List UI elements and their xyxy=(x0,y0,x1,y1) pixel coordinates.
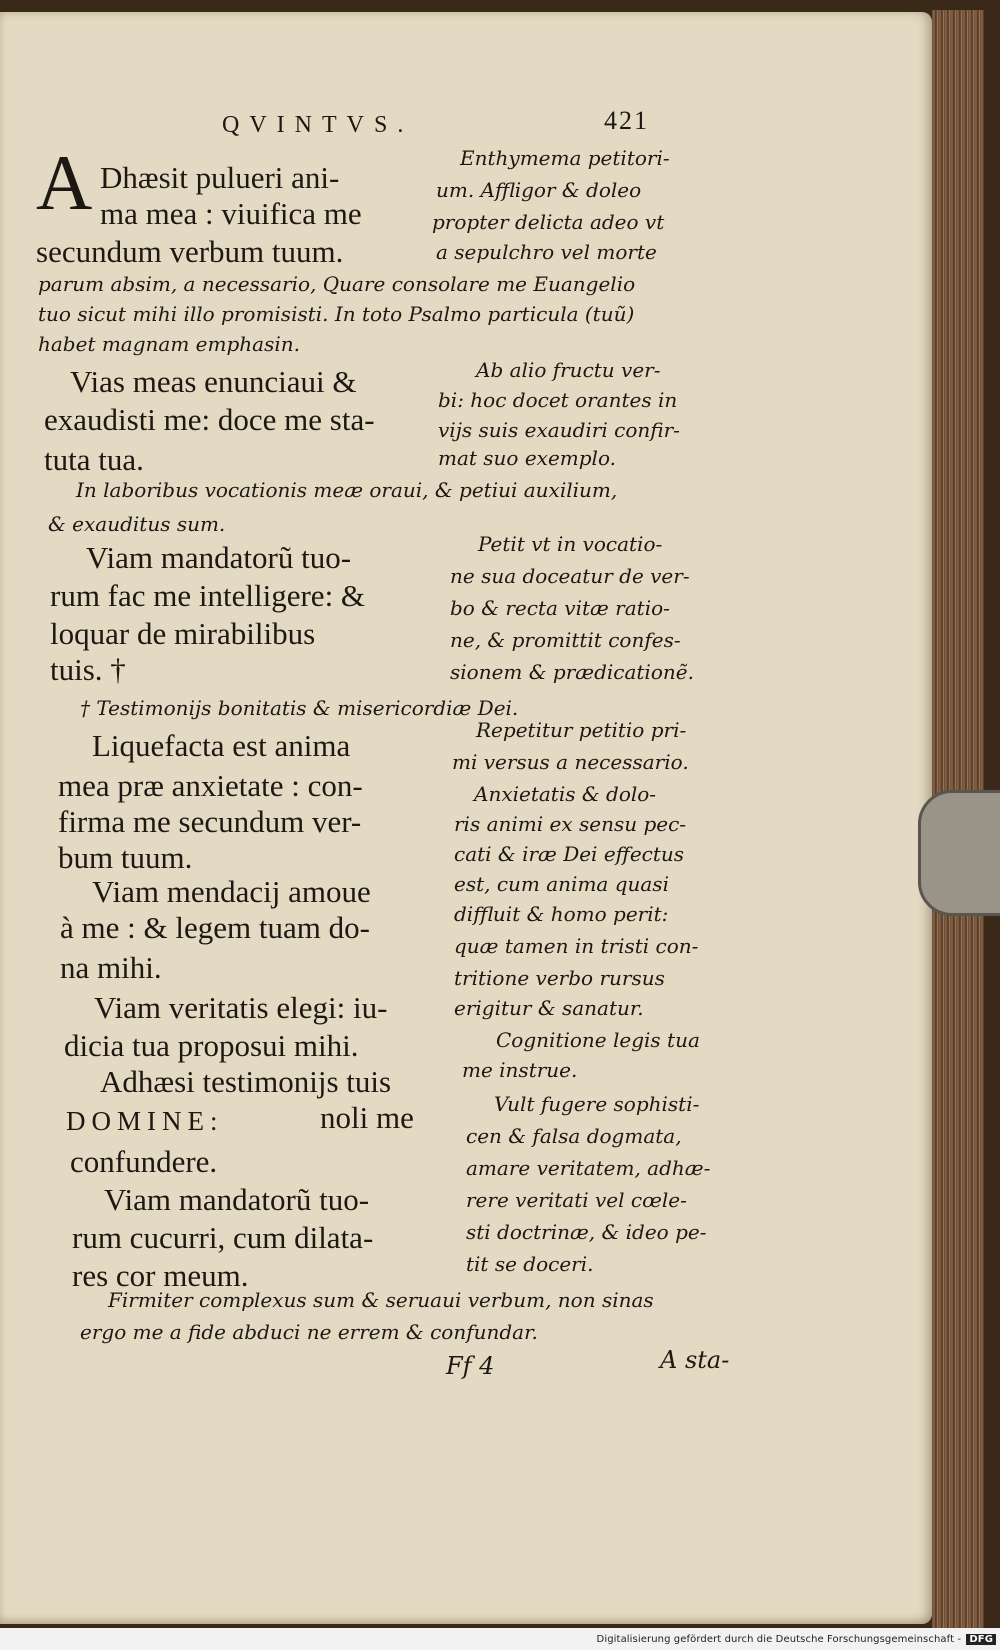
digitization-credit xyxy=(597,1634,996,1645)
text-line: tuta tua. xyxy=(44,442,144,477)
catchword: A sta- xyxy=(660,1346,730,1374)
text-line: Adhæsi testimonijs tuis xyxy=(100,1064,392,1099)
text-line: Viam mandatorũ tuo- xyxy=(86,540,352,575)
gloss-line: Petit vt in vocatio- xyxy=(478,532,663,556)
gloss-line: Enthymema petitori- xyxy=(460,146,670,170)
book-clasp xyxy=(918,790,1000,916)
gloss-line: Vult fugere sophisti- xyxy=(494,1092,700,1116)
text-line: Liquefacta est anima xyxy=(92,728,351,763)
gloss-line: sionem & prædicationẽ. xyxy=(450,660,694,684)
gloss-line: & exauditus sum. xyxy=(48,512,226,536)
text-line: rum fac me intelligere: & xyxy=(50,578,366,613)
gloss-line: mi versus a necessario. xyxy=(452,750,689,774)
gloss-line: In laboribus vocationis meæ oraui, & petiui auxilium, xyxy=(76,478,618,502)
text-line: res cor meum. xyxy=(72,1258,249,1293)
gloss-line: ne, & promittit confes- xyxy=(450,628,681,652)
gloss-line: Ab alio fructu ver- xyxy=(476,358,661,382)
text-line: tuis. † xyxy=(50,652,126,687)
text-line: ma mea : viuifica me xyxy=(100,196,362,231)
gloss-line: me instrue. xyxy=(462,1058,578,1082)
gloss-line: Cognitione legis tua xyxy=(496,1028,700,1052)
text-line: rum cucurri, cum dilata- xyxy=(72,1220,374,1255)
page-number: 421 xyxy=(604,106,649,135)
gloss-line: habet magnam emphasin. xyxy=(38,332,300,356)
credit-text: Digitalisierung gefördert durch die Deutsche Forschungsgemeinschaft - xyxy=(596,1634,962,1645)
gloss-line: parum absim, a necessario, Quare consolare me Euangelio xyxy=(38,272,636,296)
gloss-line: ris animi ex sensu pec- xyxy=(454,812,687,836)
dfg-logo: DFG xyxy=(966,1634,996,1645)
domine-word: DOMINE: xyxy=(66,1106,224,1136)
text-line: na mihi. xyxy=(60,950,162,985)
text-line: dicia tua proposui mihi. xyxy=(64,1028,359,1063)
text-line: exaudisti me: doce me sta- xyxy=(44,402,375,437)
gloss-line: um. Affligor & doleo xyxy=(436,178,642,202)
signature-mark: Ff 4 xyxy=(446,1352,495,1380)
gloss-line: tit se doceri. xyxy=(466,1252,594,1276)
gloss-line: cen & falsa dogmata, xyxy=(466,1124,682,1148)
gloss-line: tuo sicut mihi illo promisisti. In toto Psalmo particula (tuũ) xyxy=(38,302,635,326)
text-line: noli me xyxy=(320,1100,414,1135)
gloss-line: erigitur & sanatur. xyxy=(454,996,644,1020)
gloss-line: diffluit & homo perit: xyxy=(454,902,669,926)
gloss-line: Firmiter complexus sum & seruaui verbum, non sinas xyxy=(108,1288,654,1312)
gloss-line: quæ tamen in tristi con- xyxy=(454,934,699,958)
text-line: Dhæsit pulueri ani- xyxy=(100,160,340,195)
text-line: à me : & legem tuam do- xyxy=(60,910,370,945)
gloss-line: Anxietatis & dolo- xyxy=(474,782,657,806)
gloss-line: Repetitur petitio pri- xyxy=(476,718,687,742)
gloss-line: sti doctrinæ, & ideo pe- xyxy=(466,1220,707,1244)
drop-cap: A xyxy=(36,139,93,226)
text-line: Viam mandatorũ tuo- xyxy=(104,1182,370,1217)
gloss-line: † Testimonijs bonitatis & misericordiæ Dei. xyxy=(80,696,519,720)
text-line: Viam mendacij amoue xyxy=(92,874,371,909)
text-line: bum tuum. xyxy=(58,840,193,875)
text-line: Viam veritatis elegi: iu- xyxy=(94,990,388,1025)
text-line: Vias meas enunciaui & xyxy=(70,364,357,399)
text-line: confundere. xyxy=(70,1144,218,1179)
text-line: mea præ anxietate : con- xyxy=(58,768,363,803)
gloss-line: est, cum anima quasi xyxy=(454,872,669,896)
gloss-line: amare veritatem, adhæ- xyxy=(466,1156,711,1180)
gloss-line: vijs suis exaudiri confir- xyxy=(438,418,680,442)
running-title: QVINTVS. xyxy=(222,112,414,138)
gloss-line: cati & iræ Dei effectus xyxy=(454,842,685,866)
gloss-line: bi: hoc docet orantes in xyxy=(438,388,678,412)
gloss-line: mat suo exemplo. xyxy=(438,446,616,470)
text-line: loquar de mirabilibus xyxy=(50,616,316,651)
text-line: secundum verbum tuum. xyxy=(36,234,344,269)
gloss-line: rere veritati vel cœle- xyxy=(466,1188,687,1212)
gloss-line: ergo me a fide abduci ne errem & confundar. xyxy=(80,1320,538,1344)
gloss-line: bo & recta vitæ ratio- xyxy=(450,596,670,620)
text-line: firma me secundum ver- xyxy=(58,804,362,839)
gloss-line: propter delicta adeo vt xyxy=(432,210,665,234)
gloss-line: tritione verbo rursus xyxy=(454,966,665,990)
gloss-line: a sepulchro vel morte xyxy=(436,240,657,264)
gloss-line: ne sua doceatur de ver- xyxy=(450,564,690,588)
